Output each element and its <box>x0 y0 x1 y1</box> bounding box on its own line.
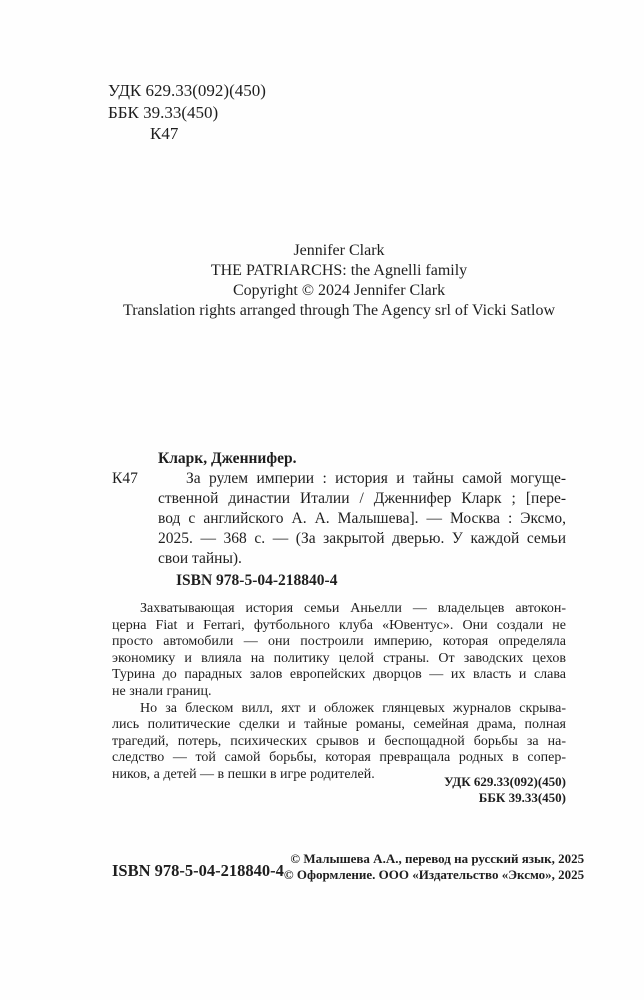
annotation-line: экономику и влияла на политику целой страны. От заводских цехов <box>112 650 566 666</box>
catalog-author-heading: Кларк, Дженнифер. <box>158 450 297 467</box>
catalog-line: 2025. — 368 с. — (За закрытой дверью. У каждой семьи <box>158 530 566 547</box>
original-title-block <box>112 241 566 321</box>
copyright-line: Copyright © 2024 Jennifer Clark <box>232 282 446 299</box>
copyright-design: © Оформление. ООО «Издательство «Эксмо», 2025 <box>283 866 585 882</box>
library-codes-bottom <box>112 774 566 805</box>
author-sign-code-top: К47 <box>150 124 179 143</box>
footer-row <box>112 851 585 882</box>
catalog-line: вод с английского А. А. Малышева]. — Москва : Эксмо, <box>158 510 566 527</box>
bbk-code-bottom: ББК 39.33(450) <box>478 789 566 805</box>
annotation-line: следство — той самой борьбы, которая превращала родных в сопер- <box>112 750 566 766</box>
udk-code-bottom: УДК 629.33(092)(450) <box>444 774 566 789</box>
annotation-line: Захватывающая история семьи Аньелли — владельцев автокон- <box>140 601 566 616</box>
annotation-line: церна Fiat и Ferrari, футбольного клуба «Ювентус». Они создали не <box>112 617 566 633</box>
original-author: Jennifer Clark <box>293 242 385 259</box>
isbn-footer: ISBN 978-5-04-218840-4 <box>112 861 284 880</box>
catalog-entry <box>112 449 566 569</box>
catalog-description <box>158 469 566 569</box>
annotation-block <box>112 601 566 784</box>
annotation-paragraph-1 <box>112 601 566 701</box>
translation-rights-line: Translation rights arranged through The Agency srl of Vicki Satlow <box>122 302 555 319</box>
catalog-line: свои тайны). <box>158 550 242 567</box>
original-title: THE PATRIARCHS: the Agnelli family <box>210 262 468 279</box>
catalog-line: За рулем империи : история и тайны самой могуще- <box>186 470 566 487</box>
annotation-line: ников, а детей — в пешки в игре родителей. <box>112 766 375 782</box>
author-sign-code-margin: К47 <box>112 470 138 487</box>
udk-code-top: УДК 629.33(092)(450) <box>108 81 266 100</box>
annotation-line: просто автомобили — они построили империю, которая определяла <box>112 634 566 650</box>
copyright-translation: © Малышева А.А., перевод на русский язык, 2025 <box>290 851 585 866</box>
annotation-line: не знали границ. <box>112 683 212 699</box>
library-codes-top <box>108 80 266 145</box>
annotation-line: Турина до парадных залов европейских дворцов — их власть и слава <box>112 667 566 683</box>
annotation-line: Но за блеском вилл, яхт и обложек глянцевых журналов скрыва- <box>140 700 566 716</box>
bbk-code-top: ББК 39.33(450) <box>108 102 219 122</box>
annotation-line: трагедий, потерь, психических срывов и беспощадной борьбы за на- <box>112 733 566 749</box>
isbn-main: ISBN 978-5-04-218840-4 <box>176 572 338 589</box>
footer-copyrights <box>284 851 584 882</box>
annotation-paragraph-2 <box>112 701 566 784</box>
catalog-line: ственной династии Италии / Дженнифер Кларк ; [пере- <box>158 490 566 507</box>
annotation-line: лись политические сделки и тайные романы, семейная драма, полная <box>112 717 566 733</box>
